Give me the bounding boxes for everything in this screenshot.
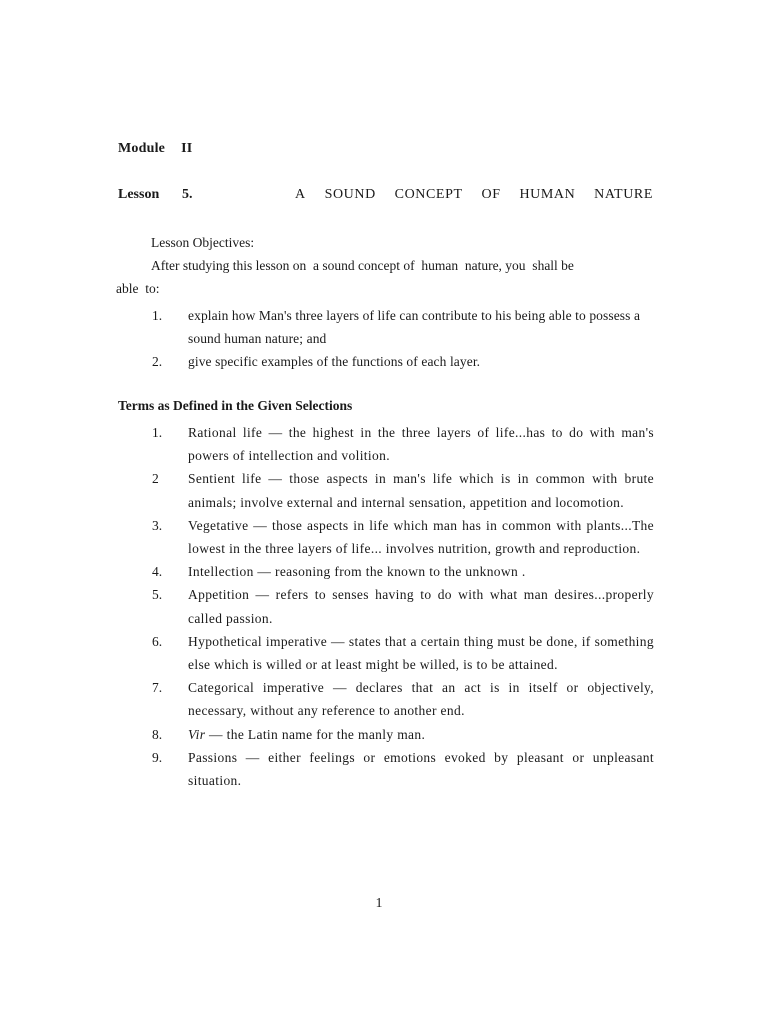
objective-number: 2. <box>152 354 163 370</box>
term-definition: — reasoning from the known to the unknown . <box>253 564 526 580</box>
objective-text: explain how Man's three layers of life can contribute to his being able to possess a sound human nature; and <box>188 308 641 347</box>
term-name: Passions <box>188 749 238 765</box>
term-name: Categorical imperative <box>188 680 325 696</box>
objectives-list <box>152 304 652 374</box>
term-text <box>188 723 654 746</box>
term-number: 8. <box>152 726 163 742</box>
term-text <box>188 560 654 583</box>
module-label: Module <box>118 141 166 156</box>
term-text <box>188 467 654 513</box>
term-item <box>152 630 654 676</box>
term-name: Hypothetical imperative <box>188 633 328 649</box>
term-name: Sentient life <box>188 471 262 487</box>
page-number: 1 <box>375 896 383 911</box>
term-number: 2 <box>152 471 159 487</box>
term-name: Vegetative <box>188 517 249 533</box>
lesson-title-word: CONCEPT <box>394 187 463 202</box>
term-number: 3. <box>152 517 163 533</box>
lesson-label: Lesson <box>118 187 160 202</box>
objectives-intro-line2: able to: <box>116 281 160 296</box>
term-name: Appetition <box>188 587 250 603</box>
term-item <box>152 583 654 629</box>
lesson-title <box>295 187 653 203</box>
term-number: 4. <box>152 564 163 580</box>
objectives-intro-line1: After studying this lesson on a sound concept of human nature, you shall be <box>151 258 574 273</box>
term-definition: — states that a certain thing must be done, if something else which is willed or at least might be willed, is to be attained. <box>188 633 654 673</box>
term-text <box>188 514 654 560</box>
lesson-heading <box>118 187 653 203</box>
term-definition: — the Latin name for the manly man. <box>205 726 426 742</box>
term-text <box>188 746 654 792</box>
term-definition: — declares that an act is in itself or objectively, necessary, without any reference to another end. <box>188 680 655 719</box>
lesson-number: 5. <box>182 187 193 202</box>
term-definition: — the highest in the three layers of life...has to do with man's powers of intellection and volition. <box>188 425 655 464</box>
term-definition: — refers to senses having to do with what man desires...properly called passion. <box>188 587 654 626</box>
term-item <box>152 723 654 746</box>
term-definition: — those aspects in man's life which is in common with brute animals; involve external and internal sensation, appetition and locomotion. <box>188 471 654 510</box>
objective-item <box>152 350 652 373</box>
term-item <box>152 467 654 513</box>
terms-heading: Terms as Defined in the Given Selections <box>118 398 353 413</box>
lesson-title-word: NATURE <box>594 187 653 202</box>
term-text <box>188 421 654 467</box>
objective-text: give specific examples of the functions of each layer. <box>188 354 481 370</box>
term-number: 5. <box>152 587 163 603</box>
lesson-title-word: SOUND <box>324 187 376 202</box>
term-name: Rational life <box>188 425 263 440</box>
term-name: Vir <box>188 726 206 742</box>
lesson-title-word: OF <box>481 187 501 202</box>
term-item <box>152 676 654 722</box>
objectives-heading: Lesson Objectives: <box>151 235 255 250</box>
term-item <box>152 746 654 792</box>
term-item <box>152 421 654 467</box>
term-definition: — those aspects in life which man has in common with plants...The lowest in the three layers of life... involves nutrition, growth and reproduction. <box>188 517 654 557</box>
term-text <box>188 676 654 722</box>
lesson-title-word: A <box>295 187 306 202</box>
term-name: Intellection <box>188 564 254 580</box>
terms-list <box>152 421 654 792</box>
term-number: 7. <box>152 680 163 696</box>
lesson-title-word: HUMAN <box>519 187 576 202</box>
term-number: 1. <box>152 425 163 440</box>
module-heading <box>118 141 192 157</box>
term-text <box>188 630 654 676</box>
term-item <box>152 560 654 583</box>
term-text <box>188 583 654 629</box>
module-number: II <box>181 141 193 156</box>
term-definition: — either feelings or emotions evoked by pleasant or unpleasant situation. <box>188 749 654 789</box>
term-number: 6. <box>152 633 163 649</box>
term-item <box>152 514 654 560</box>
term-number: 9. <box>152 749 163 765</box>
objective-number: 1. <box>152 308 163 323</box>
objective-item <box>152 304 652 350</box>
